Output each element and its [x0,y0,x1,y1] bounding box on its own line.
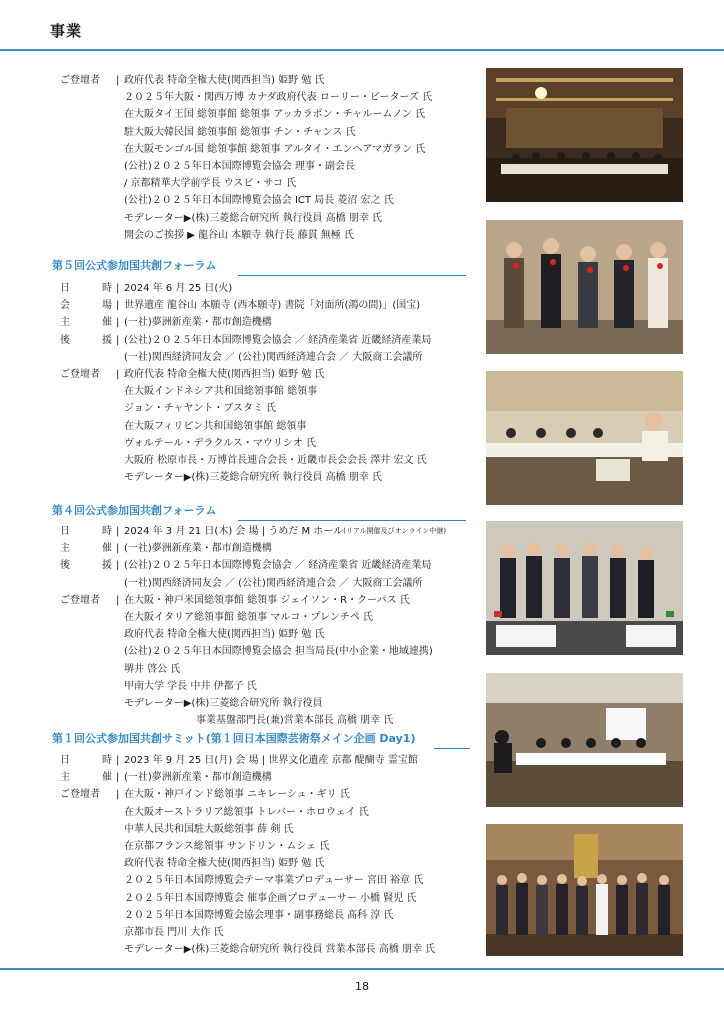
photo-conference-room-panel [486,673,683,807]
guest-line: ヴォルテール・デラクルス・マウリシオ 氏 [124,437,316,449]
guest-line: (公社)２０２５年日本国際博覧会協会 担当局長(中小企業・地域連携) [124,646,433,658]
host-value: (一社)夢洲新産業・都市創造機構 [124,543,272,555]
guest-line: 堺井 啓公 氏 [124,663,181,675]
guest-line: ２０２５年日本国際博覧会 催事企画プロデューサー 小橋 賢児 氏 [124,892,417,904]
guest-line: 政府代表 特命全権大使(関西担当) 姫野 勉 氏 [124,629,325,641]
footer-divider [0,968,724,970]
host-label: 主 催 [60,772,112,784]
heading-rule [238,275,466,277]
forum5-details: 日 時 | 2024 年 6 月 25 日(火) 会 場 | 世界遺産 龍谷山 本願寺 (西本願寺) 書院「対面所(鴻の間)」(国宝) 主 催 | (一社)夢洲新産業・都市創造機構 後 援 | (公社)２０２５年日本国際博覧会協会 ／ 経済産業省 近畿経済産業局 (一社)関西経済同友会 ／ (公社)関西経済連合会 ／ 大阪商工会議所 ご登壇者 | 政府代表 特命全権大使(関西担当) 姫野 勉 氏 在大阪インドネシア共和国総領事館 総領事 ジョン・チャヤント・ブスタミ 氏 在大阪フィリピン共和国総領事館 総領事 ヴォルテール・デラクルス・マウリシオ 氏 大阪府 松原市長・万博首長連合会長・近畿市長会会長 澤井 宏文 氏 モデレーター▶(株)三菱総合研究所 執行役員 高橋 朋幸 氏 [52,280,472,486]
guest-line: / 京都精華大学前学長 ウスビ・サコ 氏 [124,178,297,190]
guest-line: 京都市長 門川 大作 氏 [124,927,224,939]
forum4-details: 日 時 | 2024 年 3 月 21 日(木) 会 場 | うめだ M ホール (リアル開催及びオンライン中継) 主 催 | (一社)夢洲新産業・都市創造機構 後 援 | (公社)２０２５年日本国際博覧会協会 ／ 経済産業省 近畿経済産業局 (一社)関西経済同友会 ／ (公社)関西経済連合会 ／ 大阪商工会議所 ご登壇者 | 在大阪・神戸米国総領事館 総領事 ジェイソン・R・クーパス 氏 在大阪イタリア総領事館 総領事 マルコ・プレンチペ 氏 政府代表 特命全権大使(関西担当) 姫野 勉 氏 (公社)２０２５年日本国際博覧会協会 担当局長(中小企業・地域連携) 堺井 啓公 氏 甲南大学 学長 中井 伊都子 氏 モデレーター▶(株)三菱総合研究所 執行役員 事業基盤部門長(兼)営業本部長 高橋 朋幸 氏 [52,523,472,729]
page-title: 事業 [50,22,83,40]
date-label: 日 時 [60,526,112,537]
guest-line: 中華人民共和国駐大阪総領事 薛 剣 氏 [124,823,294,835]
date-label: 日 時 [60,755,112,766]
host-label: 主 催 [60,317,112,329]
date-label: 日 時 [60,283,112,294]
guest-label: ご登壇者 [60,369,100,381]
guest-line: 在大阪・神戸インド総領事 ニキレーシュ・ギリ 氏 [124,789,350,801]
moderator-line: モデレーター▶(株)三菱総合研究所 執行役員 営業本部長 高橋 朋幸 氏 [124,944,436,956]
guest-line: 大阪府 松原市長・万博首長連合会長・近畿市長会会長 澤井 宏文 氏 [124,455,427,467]
photo-hall-forum-seated [486,68,683,202]
guest-line: ジョン・チャヤント・ブスタミ 氏 [124,403,277,415]
guest-line: 在大阪イタリア総領事館 総領事 マルコ・プレンチペ 氏 [124,612,373,624]
guest-line: ２０２５年日本国際博覧会テーマ事業プロデューサー 宮田 裕章 氏 [124,875,424,887]
heading-rule [238,520,466,522]
photo-panel-table-discussion [486,371,683,505]
guest-label: ご登壇者 [60,594,100,606]
opening-remarks-line: 開会のご挨拶 ▶ 龍谷山 本願寺 執行長 藤貫 無極 氏 [124,229,354,241]
photo-temple-group-portrait [486,824,683,956]
guest-line: 在大阪モンゴル国 総領事館 総領事 アルタイ・エンヘアマガラン 氏 [124,143,426,155]
photo-speakers-group-standing [486,220,683,354]
photo-group-with-flags [486,521,683,655]
summit1-details: 日 時 | 2023 年 9 月 25 日(月) 会 場 | 世界文化遺産 京都 醍醐寺 霊宝館 主 催 | (一社)夢洲新産業・都市創造機構 ご登壇者 | 在大阪・神戸インド総領事 ニキレーシュ・ギリ 氏 在大阪オーストラリア総領事 トレバー・ホロウェイ 氏 中華人民共和国駐大阪総領事 薛 剣 氏 在京都フランス総領事 サンドリン・ムシェ 氏 政府代表 特命全権大使(関西担当) 姫野 勉 氏 ２０２５年日本国際博覧会テーマ事業プロデューサー 宮田 裕章 氏 ２０２５年日本国際博覧会 催事企画プロデューサー 小橋 賢児 氏 ２０２５年日本国際博覧会協会理事・副事務総長 髙科 淳 氏 京都市長 門川 大作 氏 モデレーター▶(株)三菱総合研究所 執行役員 営業本部長 高橋 朋幸 氏 [52,752,472,958]
moderator-line: モデレーター▶(株)三菱総合研究所 執行役員 高橋 朋幸 氏 [124,472,383,484]
host-label: 主 催 [60,543,112,555]
guest-line: 在大阪オーストラリア総領事 トレバー・ホロウェイ 氏 [124,806,369,818]
venue-value: 世界遺産 龍谷山 本願寺 (西本願寺) 書院「対面所(鴻の間)」(国宝) [124,300,421,312]
guest-label: ご登壇者 [60,75,100,86]
guest-line: 駐大阪大韓民国 総領事館 総領事 チン・チャンス 氏 [124,126,356,138]
moderator-line: モデレーター▶(株)三菱総合研究所 執行役員 [124,698,323,710]
support-value-cont: (一社)関西経済同友会 ／ (公社)関西経済連合会 ／ 大阪商工会議所 [124,351,423,363]
host-value: (一社)夢洲新産業・都市創造機構 [124,317,272,329]
host-value: (一社)夢洲新産業・都市創造機構 [124,772,272,784]
date-venue-value: 2023 年 9 月 25 日(月) 会 場 | 世界文化遺産 京都 醍醐寺 霊宝館 [124,755,418,766]
guest-line: 在大阪フィリピン共和国総領事館 総領事 [124,420,307,432]
guest-line: 政府代表 特命全権大使(関西担当) 姫野 勉 氏 [124,858,325,870]
guest-line: 在大阪インドネシア共和国総領事館 総領事 [124,386,318,398]
support-value: (公社)２０２５年日本国際博覧会協会 ／ 経済産業省 近畿経済産業局 [124,560,432,572]
date-venue-value: 2024 年 3 月 21 日(木) 会 場 | うめだ M ホール [124,526,344,537]
guest-line: 在京都フランス総領事 サンドリン・ムシェ 氏 [124,841,330,853]
date-value: 2024 年 6 月 25 日(火) [124,283,233,294]
guest-line: 甲南大学 学長 中井 伊都子 氏 [124,680,257,692]
broadcast-note: (リアル開催及びオンライン中継) [343,527,447,535]
moderator-line-cont: 事業基盤部門長(兼)営業本部長 高橋 朋幸 氏 [196,715,394,727]
guest-line: 政府代表 特命全権大使(関西担当) 姫野 勉 氏 [124,75,325,86]
support-label: 後 援 [60,334,112,346]
guest-label: ご登壇者 [60,789,100,801]
support-label: 後 援 [60,560,112,572]
header-divider [0,49,724,51]
support-value: (公社)２０２５年日本国際博覧会協会 ／ 経済産業省 近畿経済産業局 [124,334,432,346]
guest-line: (公社)２０２５年日本国際博覧会協会 理事・副会長 [124,161,355,173]
venue-label: 会 場 [60,300,112,312]
page-number: 18 [355,980,369,993]
guest-line: ２０２５年大阪・関西万博 カナダ政府代表 ローリー・ピーターズ 氏 [124,92,433,104]
forum4-heading: 第４回公式参加国共創フォーラム [52,502,466,520]
summit1-heading: 第１回公式参加国共創サミット(第１回日本国際芸術祭メイン企画 Day1) [52,730,470,748]
support-value-cont: (一社)関西経済同友会 ／ (公社)関西経済連合会 ／ 大阪商工会議所 [124,577,423,589]
guest-line: 在大阪・神戸米国総領事館 総領事 ジェイソン・R・クーパス 氏 [124,594,410,606]
guest-line: 在大阪タイ王国 総領事館 総領事 アッカラポン・チャルームノン 氏 [124,109,426,121]
speaker-block-continued: ご登壇者 | 政府代表 特命全権大使(関西担当) 姫野 勉 氏 ２０２５年大阪・関西万博 カナダ政府代表 ローリー・ピーターズ 氏 在大阪タイ王国 総領事館 総領事 アッカラポン・チャルームノン 氏 駐大阪大韓民国 総領事館 総領事 チン・チャンス 氏 在大阪モンゴル国 総領事館 総領事 アルタイ・エンヘアマガラン 氏 (公社)２０２５年日本国際博覧会協会 理事・副会長 / 京都精華大学前学長 ウスビ・サコ 氏 (公社)２０２５年日本国際博覧会協会 ICT 局長 菱沼 宏之 氏 モデレーター▶(株)三菱総合研究所 執行役員 高橋 朋幸 氏 開会のご挨拶 ▶ 龍谷山 本願寺 執行長 藤貫 無極 氏 [52,72,472,244]
moderator-line: モデレーター▶(株)三菱総合研究所 執行役員 高橋 朋幸 氏 [124,212,383,224]
guest-line: (公社)２０２５年日本国際博覧会協会 ICT 局長 菱沼 宏之 氏 [124,195,394,207]
forum5-heading: 第５回公式参加国共創フォーラム [52,257,466,275]
guest-line: 政府代表 特命全権大使(関西担当) 姫野 勉 氏 [124,369,325,381]
guest-line: ２０２５年日本国際博覧会協会理事・副事務総長 髙科 淳 氏 [124,909,394,921]
heading-rule [434,748,470,750]
